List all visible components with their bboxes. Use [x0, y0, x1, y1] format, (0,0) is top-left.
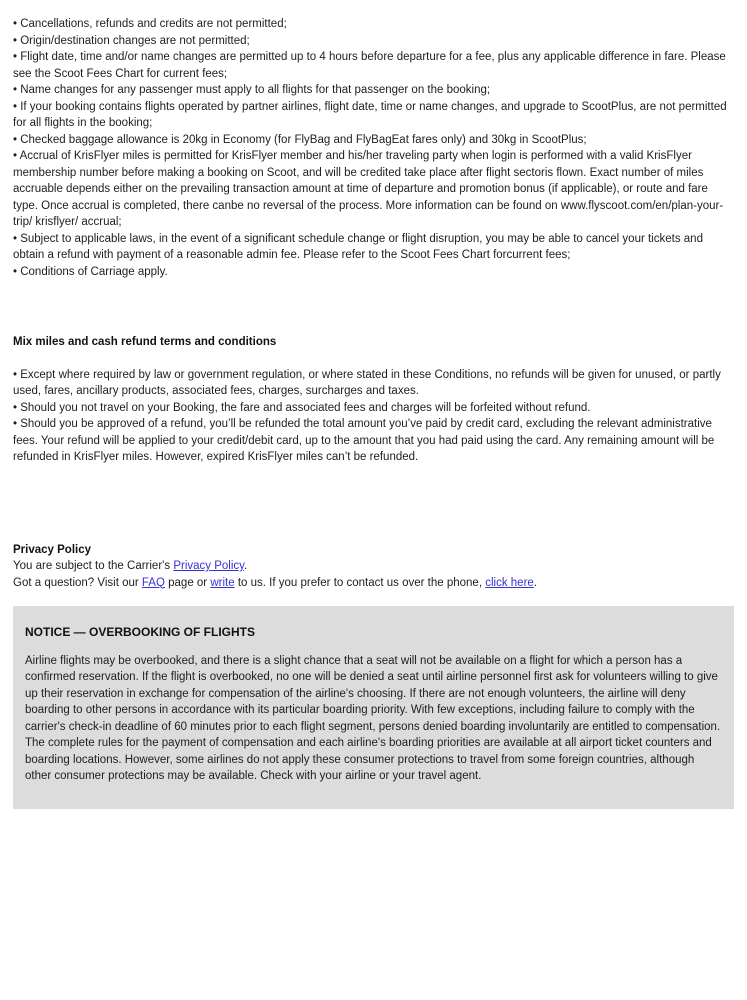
- mix-bullet: • Should you not travel on your Booking, the fare and associated fees and charges will be forfeited without refund.: [13, 401, 591, 414]
- privacy-policy-link[interactable]: Privacy Policy: [173, 560, 245, 572]
- overbooking-notice-body: Airline flights may be overbooked, and there is a slight chance that a seat will not be available on a flight for which a person has a confirmed reservation. If the flight is overbooked, no one will be denied a seat until airline personnel first ask for volunteers willing to give up their reservation in exchange for compensation of the airline's choosing. If there are not enough volunteers, the airline will deny boarding to other persons in accordance with its particular boarding priority. With few exceptions, including failure to comply with the carrier's check-in deadline of 60 minutes prior to each flight segment, persons denied boarding involuntarily are entitled to compensation. The complete rules for the payment of compensation and each airline's boarding priorities are available at all airport ticket counters and boarding locations. However, some airlines do not apply these consumer protections to travel from some foreign countries, although other consumer protections may be available. Check with your airline or your travel agent.: [25, 654, 721, 782]
- term-bullet: • Conditions of Carriage apply.: [13, 265, 168, 278]
- mix-miles-heading: Mix miles and cash refund terms and conditions: [13, 336, 277, 348]
- term-bullet: • If your booking contains flights operated by partner airlines, flight date, time or name changes, and upgrade to ScootPlus, are not permitted for all flights in the booking;: [13, 100, 727, 129]
- term-bullet: • Checked baggage allowance is 20kg in Economy (for FlyBag and FlyBagEat fares only) and 30kg in ScootPlus;: [13, 133, 587, 146]
- faq-link[interactable]: FAQ: [141, 576, 165, 589]
- privacy-line: [13, 558, 734, 575]
- overbooking-notice-box: [13, 606, 734, 809]
- term-bullet: • Cancellations, refunds and credits are not permitted;: [13, 18, 287, 30]
- term-bullet: • Name changes for any passenger must apply to all flights for that passenger on the booking;: [13, 84, 491, 96]
- contact-question-line: [13, 575, 734, 592]
- overbooking-notice-heading: NOTICE — OVERBOOKING OF FLIGHTS: [25, 625, 256, 639]
- term-bullet: • Origin/destination changes are not permitted;: [13, 34, 250, 47]
- question-text-2: page or: [164, 576, 211, 589]
- write-link[interactable]: write: [210, 576, 235, 589]
- mix-bullet: • Except where required by law or government regulation, or where stated in these Conditions, no refunds will be given for unused, or partly used, fares, ancillary products, associated fees, charges, surcharges and taxes.: [13, 368, 721, 397]
- mix-miles-list: [13, 367, 734, 466]
- term-bullet: • Flight date, time and/or name changes are permitted up to 4 hours before departure for a fee, plus any applicable difference in fare. Please see the Scoot Fees Chart for current fees;: [13, 51, 726, 80]
- term-bullet: • Accrual of KrisFlyer miles is permitted for KrisFlyer member and his/her traveling party when login is performed with a valid KrisFlyer membership number before making a booking on Scoot, and will be credited take place after flight sectoris flown. Exact number of miles accruable depends either on the prevailing transaction amount at time of departure and promotion bonus (if applicable), or route and fare type. Once accrual is completed, there canbe no reversal of the process. More information can be found on www.flyscoot.com/en/plan-your-trip/ krisflyer/ accrual;: [13, 150, 724, 228]
- privacy-heading: Privacy Policy: [13, 543, 91, 556]
- privacy-line-period: .: [244, 560, 248, 572]
- click-here-link[interactable]: click here: [485, 576, 534, 589]
- question-text-3: to us. If you prefer to contact us over the phone,: [234, 576, 486, 589]
- booking-terms-list: [13, 16, 734, 280]
- question-text-1: Got a question? Visit our: [13, 576, 142, 589]
- privacy-section: [13, 542, 734, 575]
- mix-bullet: • Should you be approved of a refund, you’ll be refunded the total amount you’ve paid by credit card, excluding the relevant administrative fees. Your refund will be applied to your credit/debit card, up to the amount that you had paid using the card. Any remaining amount will be refunded in KrisFlyer miles. However, expired KrisFlyer miles can’t be refunded.: [13, 418, 715, 463]
- question-text-4: .: [533, 576, 537, 589]
- term-bullet: • Subject to applicable laws, in the event of a significant schedule change or flight disruption, you may be able to cancel your tickets and obtain a refund with payment of a reasonable admin fee. Please refer to the Scoot Fees Chart forcurrent fees;: [13, 232, 703, 261]
- privacy-line-text: You are subject to the Carrier's: [13, 560, 174, 572]
